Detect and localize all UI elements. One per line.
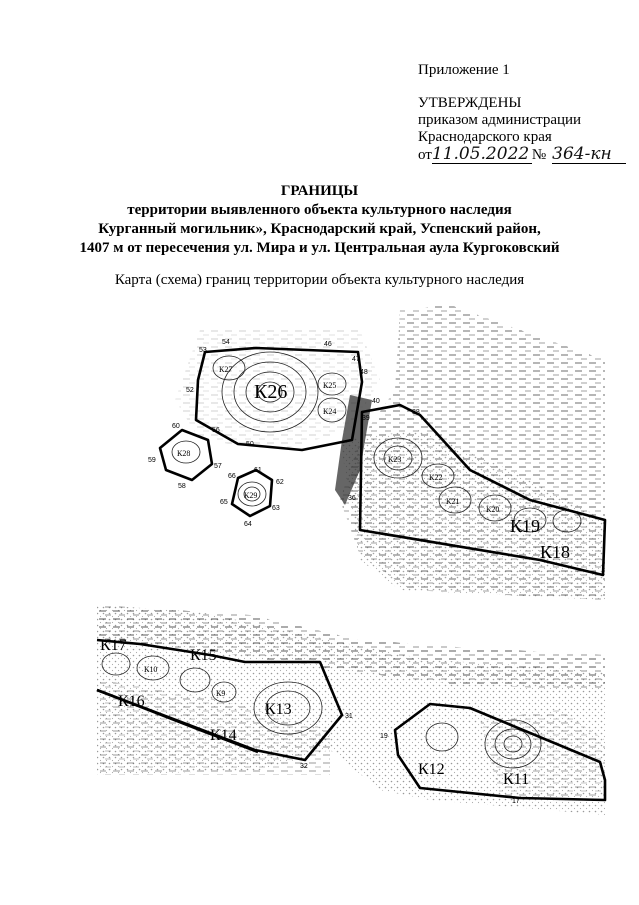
point-63: 63 <box>272 505 280 512</box>
point-66: 66 <box>228 473 236 480</box>
point-64: 64 <box>244 521 252 528</box>
point-59: 59 <box>148 457 156 464</box>
mound-label-k23: К23 <box>388 455 402 464</box>
title-line-2: Курганный могильник», Краснодарский край, Успенский район, <box>98 221 541 237</box>
point-52: 52 <box>186 387 194 394</box>
mound-label-k28: К28 <box>177 449 191 458</box>
handwritten-number: 364-кн <box>552 146 626 164</box>
mound-label-k11: К11 <box>503 771 530 788</box>
map-caption: Карта (схема) границ территории объекта культурного наследия <box>114 272 525 288</box>
point-65: 65 <box>220 499 228 506</box>
mound-label-k21: К21 <box>446 497 460 506</box>
mound-label-k29: К29 <box>244 491 258 500</box>
mound-label-k26: К26 <box>254 381 288 403</box>
point-60: 60 <box>172 423 180 430</box>
point-54: 54 <box>222 339 230 346</box>
date-prefix: от <box>418 147 432 163</box>
title-line-3: 1407 м от пересечения ул. Мира и ул. Центральная аула Кургоковский <box>79 240 560 256</box>
point-48: 48 <box>360 369 368 376</box>
point-50: 50 <box>246 441 254 448</box>
point-47: 47 <box>352 356 360 363</box>
point-31: 31 <box>345 713 353 720</box>
point-19: 19 <box>380 733 388 740</box>
mound-label-k20: К20 <box>486 505 500 514</box>
approved-region: Краснодарского края <box>418 129 552 145</box>
approved-by: приказом администрации <box>418 112 582 128</box>
upper-map-fragment <box>148 305 605 600</box>
point-32: 32 <box>300 763 308 770</box>
point-38: 38 <box>412 409 420 416</box>
lower-map-fragment <box>97 605 605 815</box>
point-57: 57 <box>214 463 222 470</box>
number-prefix: № <box>531 147 547 163</box>
mound-label-k25: К25 <box>323 381 337 390</box>
point-40: 40 <box>372 398 380 405</box>
mound-label-k24: К24 <box>323 407 337 416</box>
point-17: 17 <box>512 798 520 805</box>
point-36: 36 <box>348 495 356 502</box>
point-53: 53 <box>199 347 207 354</box>
mound-label-k13: К13 <box>265 701 292 718</box>
point-39: 39 <box>362 415 370 422</box>
mound-label-k16: К16 <box>118 693 145 710</box>
appendix-label: Приложение 1 <box>418 62 510 78</box>
point-56: 56 <box>212 427 220 434</box>
mound-label-k15: К15 <box>190 647 217 664</box>
mound-label-k14: К14 <box>210 727 237 744</box>
mound-label-k19: К19 <box>510 516 541 536</box>
title-heading: ГРАНИЦЫ <box>280 183 359 199</box>
point-61: 61 <box>254 467 262 474</box>
mound-label-k9: К9 <box>216 689 226 698</box>
title-line-1: территории выявленного объекта культурного наследия <box>127 202 512 218</box>
point-62: 62 <box>276 479 284 486</box>
mound-label-k18: К18 <box>540 542 571 562</box>
mound-label-k12: К12 <box>418 761 445 778</box>
mound-label-k22: К22 <box>429 473 443 482</box>
mound-label-k10: К10 <box>144 665 158 674</box>
handwritten-date: 11.05.2022 <box>432 146 532 164</box>
mound-label-k27: К27 <box>219 365 233 374</box>
approved-heading: УТВЕРЖДЕНЫ <box>418 95 522 111</box>
mound-label-k17: К17 <box>100 637 127 654</box>
point-58: 58 <box>178 483 186 490</box>
point-46: 46 <box>324 341 332 348</box>
